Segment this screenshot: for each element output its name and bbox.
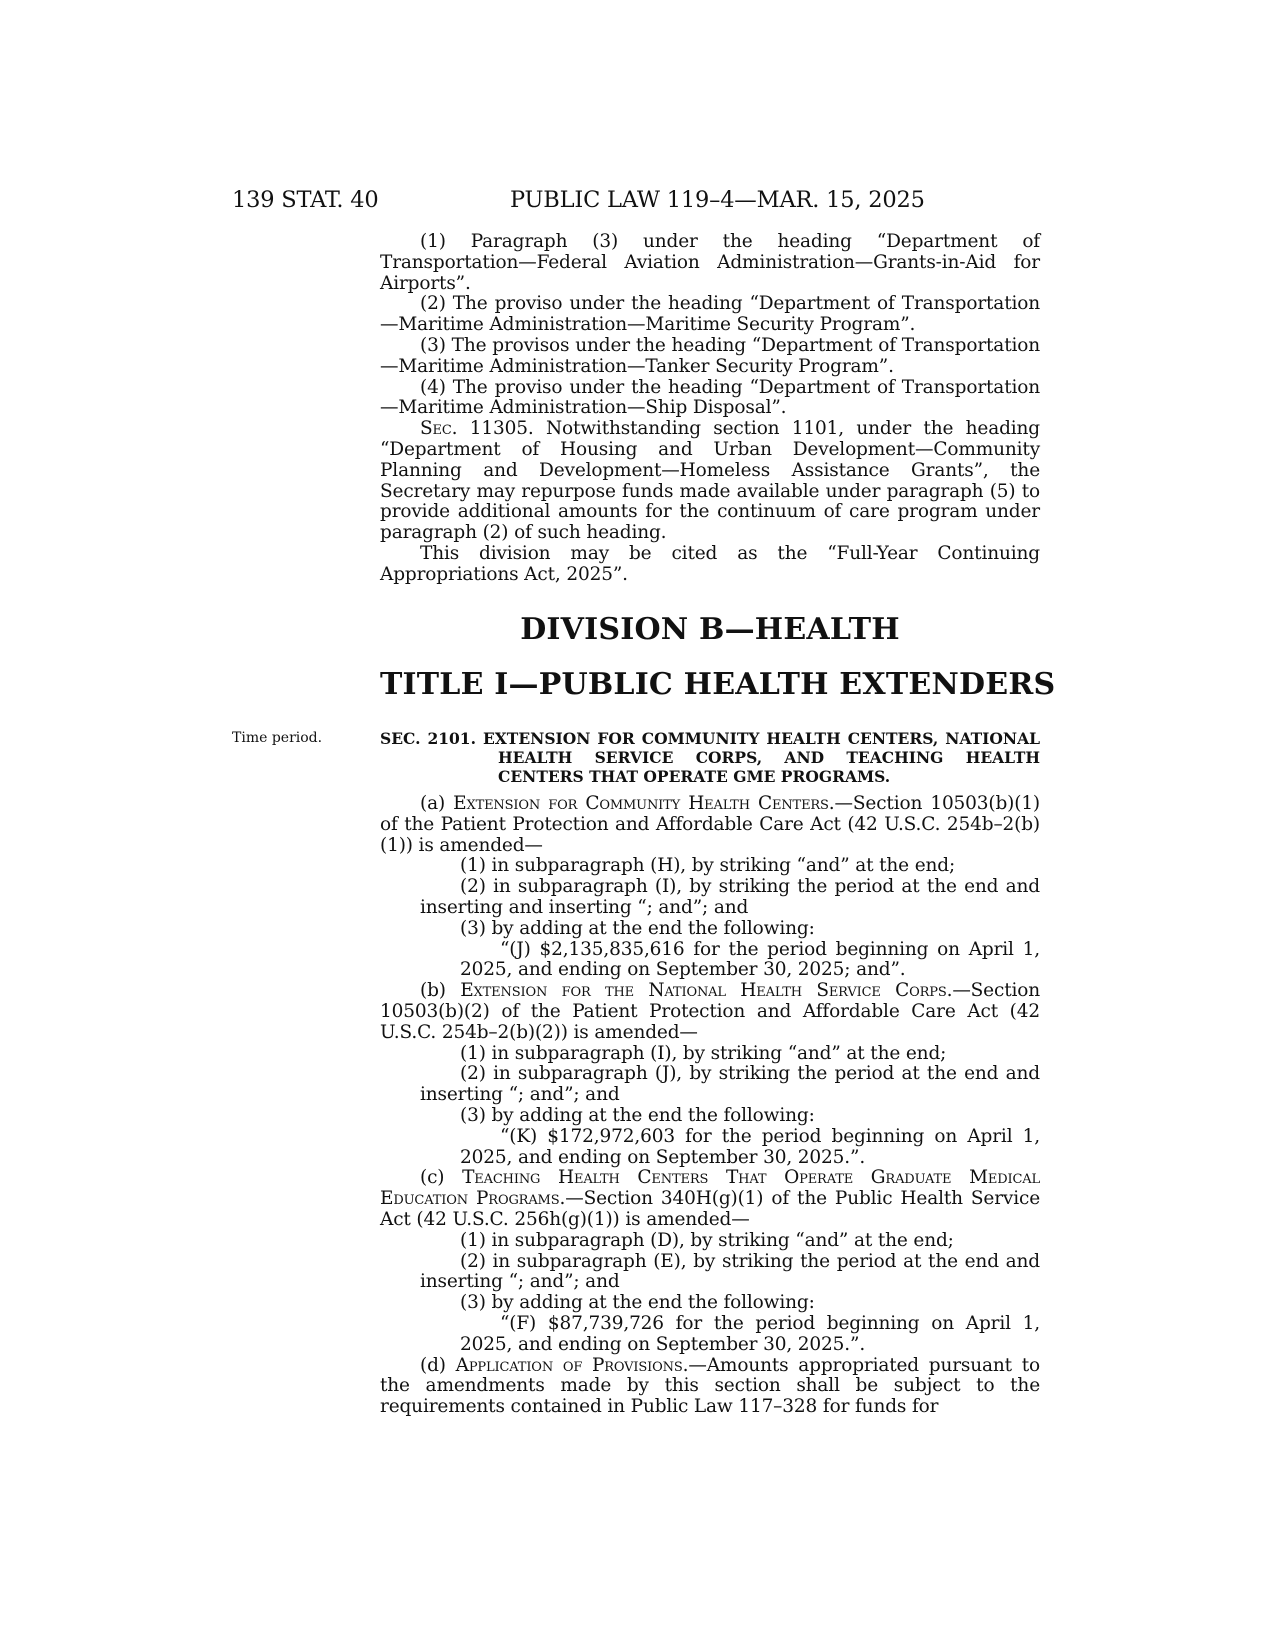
section-2101-heading-text: SEC. 2101. EXTENSION FOR COMMUNITY HEALTH CENTERS, NATIONAL HEALTH SERVICE CORPS, AND TEACHING HEALTH CENTERS THAT OPERATE GME PROGRAMS. (380, 729, 1040, 786)
subsection-b-item-2: (2) in subparagraph (J), by striking the period at the end and inserting “; and”; and (420, 1063, 1040, 1106)
subsection-a (380, 794, 1040, 856)
subsection-c-item-1: (1) in subparagraph (D), by striking “and” at the end; (460, 1229, 954, 1251)
section-11305 (380, 419, 1040, 544)
subsection-b-item-1: (1) in subparagraph (I), by striking “and” at the end; (460, 1042, 947, 1064)
subsection-d (380, 1356, 1040, 1418)
paragraph-4: (4) The proviso under the heading “Department of Transportation—Maritime Administration—Ship Disposal”. (380, 376, 1040, 419)
subsection-c (380, 1168, 1040, 1230)
section-2101-heading (380, 729, 1040, 786)
subsection-a-quote: “(J) $2,135,835,616 for the period beginning on April 1, 2025, and ending on September 30, 2025; and”. (460, 938, 1040, 981)
subsection-a-text: —Section 10503(b)(1) of the Patient Protection and Affordable Care Act (42 U.S.C. 254b–2(b)(1)) is amended— (380, 793, 1041, 856)
subsection-a-item-1: (1) in subparagraph (H), by striking “and” at the end; (460, 855, 956, 877)
sec-label: Sec. (420, 418, 458, 440)
subsection-c-item-3: (3) by adding at the end the following: (460, 1292, 815, 1314)
section-2101-body (380, 794, 1040, 1418)
subsection-a-item-3: (3) by adding at the end the following: (460, 917, 815, 939)
subsection-c-text: —Section 340H(g)(1) of the Public Health Service Act (42 U.S.C. 256h(g)(1)) is amended— (380, 1188, 1040, 1230)
continuing-appropriations-block (380, 232, 1040, 586)
division-citation: This division may be cited as the “Full-Year Continuing Appropriations Act, 2025”. (380, 542, 1040, 585)
subsection-d-label: (d) (420, 1354, 456, 1376)
subsection-a-label: (a) (420, 793, 454, 814)
subsection-d-heading: Application of Provisions. (455, 1354, 689, 1376)
subsection-b-heading: Extension for the National Health Service Corps. (460, 980, 953, 1002)
title-heading: TITLE I—PUBLIC HEALTH EXTENDERS (380, 667, 1056, 702)
paragraph-2: (2) The proviso under the heading “Department of Transportation—Maritime Administration—Maritime Security Program”. (380, 293, 1040, 336)
stat-page-number: 139 STAT. 40 (232, 187, 379, 213)
subsection-b-quote: “(K) $172,972,603 for the period beginning on April 1, 2025, and ending on September 30, 2025.”. (460, 1125, 1040, 1168)
subsection-b (380, 981, 1040, 1043)
division-heading: DIVISION B—HEALTH (520, 612, 900, 647)
subsection-c-quote: “(F) $87,739,726 for the period beginning on April 1, 2025, and ending on September 30, 2025.”. (460, 1312, 1040, 1355)
subsection-c-item-2: (2) in subparagraph (E), by striking the period at the end and inserting “; and”; and (420, 1250, 1040, 1293)
subsection-d-text: —Amounts appropriated pursuant to the amendments made by this section shall be subject to the requirements contained in Public Law 117–328 for funds for (380, 1354, 1040, 1418)
section-11305-text: 11305. Notwithstanding section 1101, under the heading “Department of Housing and Urban Development—Community Planning and Development—Homeless Assistance Grants”, the Secretary may repurpose funds made available under paragraph (5) to provide additional amounts for the continuum of care program under paragraph (2) of such heading. (380, 418, 1040, 544)
subsection-a-heading: Extension for Community Health Centers. (453, 793, 835, 814)
paragraph-1: (1) Paragraph (3) under the heading “Department of Transportation—Federal Aviation Administration—Grants-in-Aid for Airports”. (380, 231, 1040, 294)
subsection-b-label: (b) (420, 980, 461, 1002)
subsection-a-item-2: (2) in subparagraph (I), by striking the period at the end and inserting and inserting “; and”; and (420, 876, 1040, 918)
subsection-c-heading: Teaching Health Centers That Operate Graduate Medical Education Programs. (380, 1167, 1041, 1210)
paragraph-3: (3) The provisos under the heading “Department of Transportation—Maritime Administration—Tanker Security Program”. (380, 334, 1040, 377)
subsection-c-label: (c) (420, 1167, 463, 1189)
subsection-b-item-3: (3) by adding at the end the following: (460, 1104, 815, 1126)
margin-note: Time period. (232, 730, 323, 746)
subsection-b-text: —Section 10503(b)(2) of the Patient Protection and Affordable Care Act (42 U.S.C. 254b–2(b)(2)) is amended— (380, 980, 1040, 1043)
public-law-header: PUBLIC LAW 119–4—MAR. 15, 2025 (510, 187, 925, 213)
